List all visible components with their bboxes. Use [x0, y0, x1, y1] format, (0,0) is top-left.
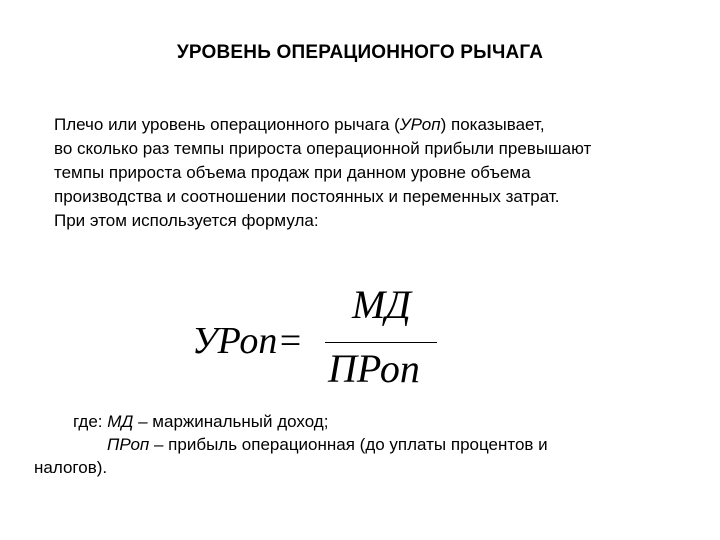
legend-term-prop: ПРоп: [107, 435, 150, 454]
paragraph-line-3: темпы прироста объема продаж при данном уровне объема: [54, 163, 531, 182]
formula-denominator: ПРоп: [328, 346, 420, 391]
legend-term-md: МД: [107, 412, 134, 431]
paragraph-line-1-start: Плечо или уровень операционного рычага (: [54, 115, 400, 134]
formula-legend: [34, 410, 694, 479]
legend-row-md: [34, 410, 694, 433]
fraction-bar: [325, 342, 437, 343]
paragraph-line-1: [54, 113, 704, 137]
legend-def-md: – маржинальный доход;: [133, 412, 329, 431]
formula: [192, 282, 452, 397]
legend-continuation: налогов).: [34, 458, 108, 477]
paragraph-line-2: во сколько раз темпы прироста операционной прибыли превышают: [54, 139, 592, 158]
definition-paragraph: [54, 113, 704, 233]
legend-def-prop: – прибыль операционная (до уплаты процентов и: [149, 435, 548, 454]
term-urop: УРоп: [399, 115, 441, 134]
paragraph-line-5: При этом используется формула:: [54, 211, 319, 230]
slide-title: УРОВЕНЬ ОПЕРАЦИОННОГО РЫЧАГА: [176, 42, 544, 63]
formula-lhs: УРоп=: [192, 320, 304, 362]
paragraph-line-4: производства и соотношении постоянных и переменных затрат.: [54, 187, 560, 206]
formula-numerator: МД: [352, 282, 411, 327]
paragraph-line-1-end: ) показывает,: [440, 115, 545, 134]
legend-prefix: где:: [73, 412, 108, 431]
legend-row-prop: [34, 433, 694, 456]
